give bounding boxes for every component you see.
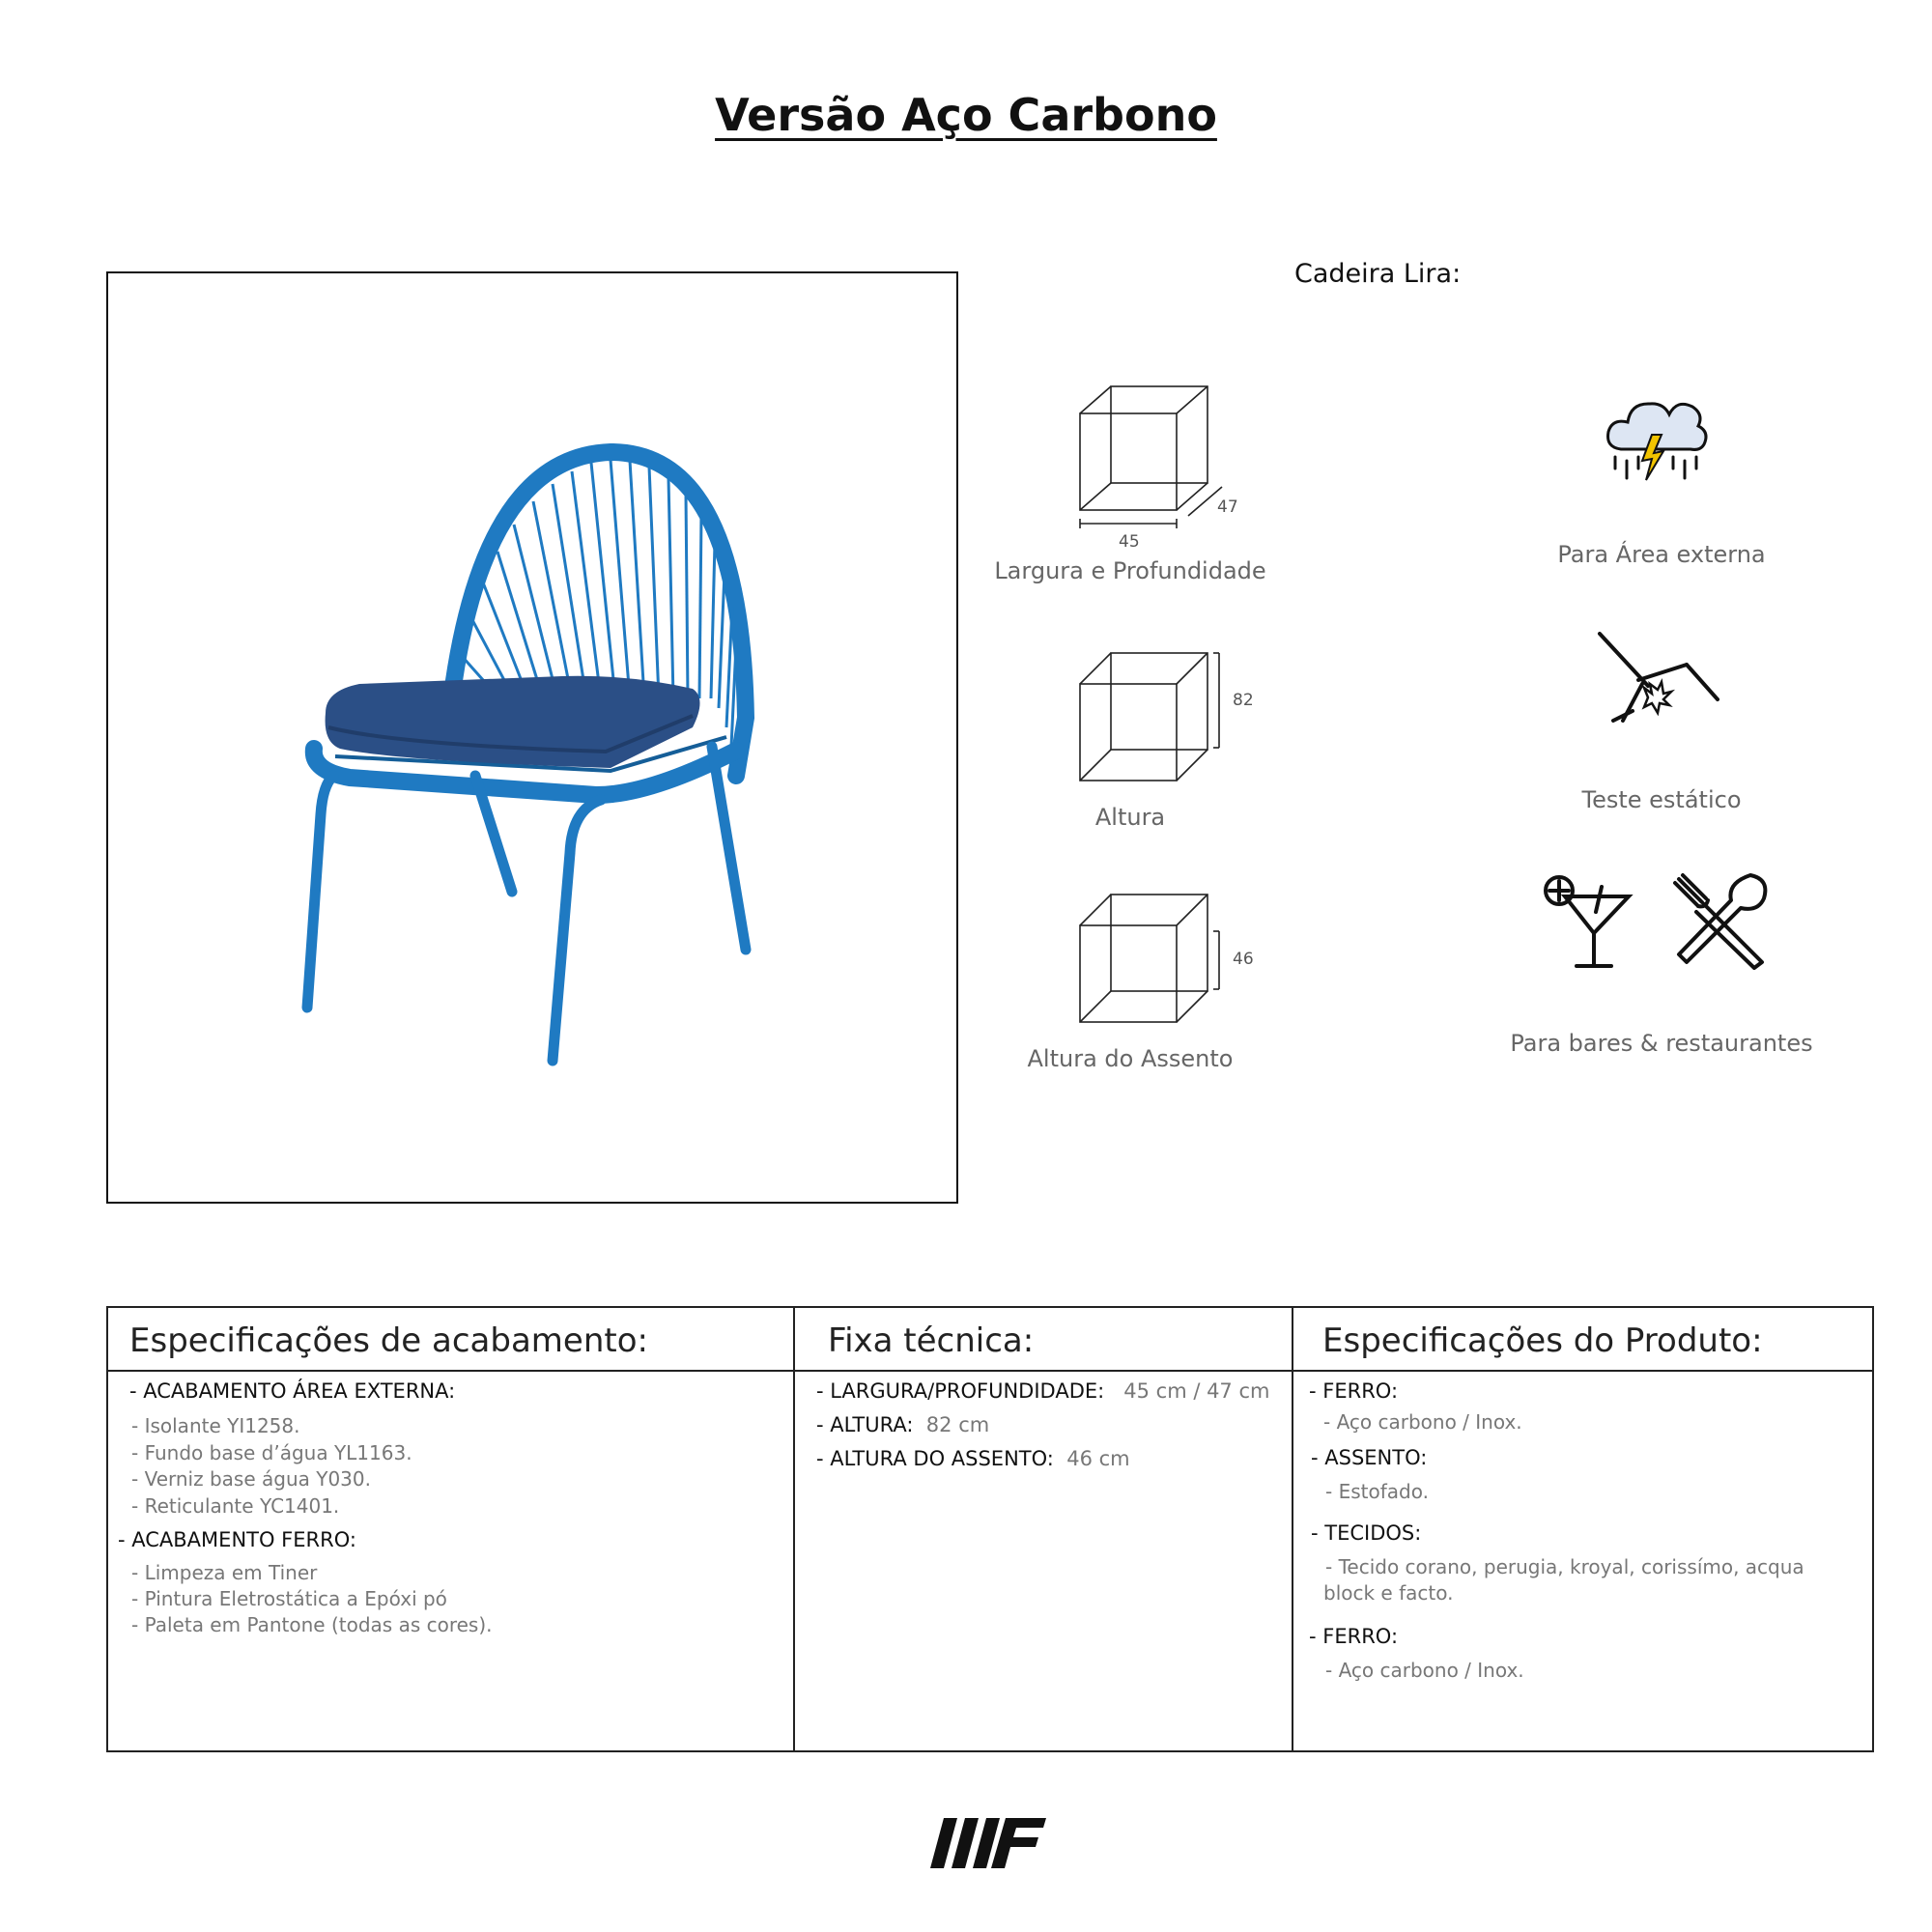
tech-row (816, 1413, 989, 1436)
product-specs-heading: Especificações do Produto: (1322, 1321, 1763, 1360)
cube-icon-width-depth (1072, 383, 1265, 556)
chair-impact-icon (1594, 626, 1719, 732)
finish-section-label: - ACABAMENTO ÁREA EXTERNA: (129, 1379, 456, 1403)
chair-photo (108, 273, 958, 1203)
product-item: - Aço carbono / Inox. (1323, 1410, 1522, 1434)
bars-restaurants-caption: Para bares & restaurantes (1510, 1030, 1813, 1057)
finish-item: - Isolante YI1258. (131, 1414, 300, 1437)
brand-logo-icon (930, 1816, 1046, 1870)
seat-height-caption: Altura do Assento (1027, 1045, 1234, 1072)
seat-height-value: 46 (1233, 950, 1254, 969)
finish-item: - Limpeza em Tiner (131, 1561, 318, 1584)
column-divider (1292, 1308, 1293, 1750)
finish-item: - Fundo base d’água YL1163. (131, 1441, 412, 1464)
product-item: - Aço carbono / Inox. (1325, 1659, 1524, 1682)
tech-row (816, 1379, 1269, 1403)
cutlery-icon (1669, 869, 1772, 972)
product-section-label: - TECIDOS: (1311, 1521, 1422, 1545)
product-section-label: - ASSENTO: (1311, 1446, 1428, 1469)
page-title-text: Versão Aço Carbono (715, 89, 1217, 141)
finish-item: - Reticulante YC1401. (131, 1494, 340, 1518)
tech-row-label: - ALTURA: (816, 1413, 914, 1436)
storm-cloud-icon (1604, 391, 1710, 493)
column-divider (793, 1308, 795, 1750)
finish-item: - Verniz base água Y030. (131, 1467, 371, 1491)
finish-item: - Pintura Eletrostática a Epóxi pó (131, 1587, 447, 1610)
tech-row-value: 82 cm (925, 1413, 990, 1436)
finish-section-label: - ACABAMENTO FERRO: (118, 1528, 356, 1551)
finish-specs-heading: Especificações de acabamento: (129, 1321, 648, 1360)
product-item: - Estofado. (1325, 1480, 1429, 1503)
spec-table (106, 1306, 1874, 1752)
product-section-label: - FERRO: (1309, 1625, 1399, 1648)
tech-row-label: - LARGURA/PROFUNDIDADE: (816, 1379, 1105, 1403)
tech-row-value: 46 cm (1066, 1447, 1130, 1470)
cocktail-icon (1542, 873, 1634, 970)
tech-row-value: 45 cm / 47 cm (1123, 1379, 1270, 1403)
static-test-caption: Teste estático (1581, 786, 1742, 813)
product-section-label: - FERRO: (1309, 1379, 1399, 1403)
cube-icon-height (1072, 645, 1265, 790)
technical-sheet-heading: Fixa técnica: (828, 1321, 1035, 1360)
tech-row-label: - ALTURA DO ASSENTO: (816, 1447, 1054, 1470)
height-value: 82 (1233, 691, 1254, 710)
product-item: - Tecido corano, perugia, kroyal, corissímo, acqua (1325, 1555, 1804, 1578)
width-value: 45 (1119, 532, 1140, 552)
outdoor-caption: Para Área externa (1557, 541, 1766, 568)
product-photo-frame (106, 271, 958, 1204)
finish-item: - Paleta em Pantone (todas as cores). (131, 1613, 493, 1636)
height-caption: Altura (1094, 804, 1166, 831)
page-title (0, 89, 1932, 141)
product-name: Cadeira Lira: (1294, 259, 1462, 289)
width-depth-caption: Largura e Profundidade (994, 557, 1266, 584)
tech-row (816, 1447, 1130, 1470)
header-divider (108, 1370, 1872, 1372)
product-item: block e facto. (1323, 1581, 1454, 1605)
depth-value: 47 (1217, 497, 1238, 517)
cube-icon-seat-height (1072, 887, 1265, 1032)
